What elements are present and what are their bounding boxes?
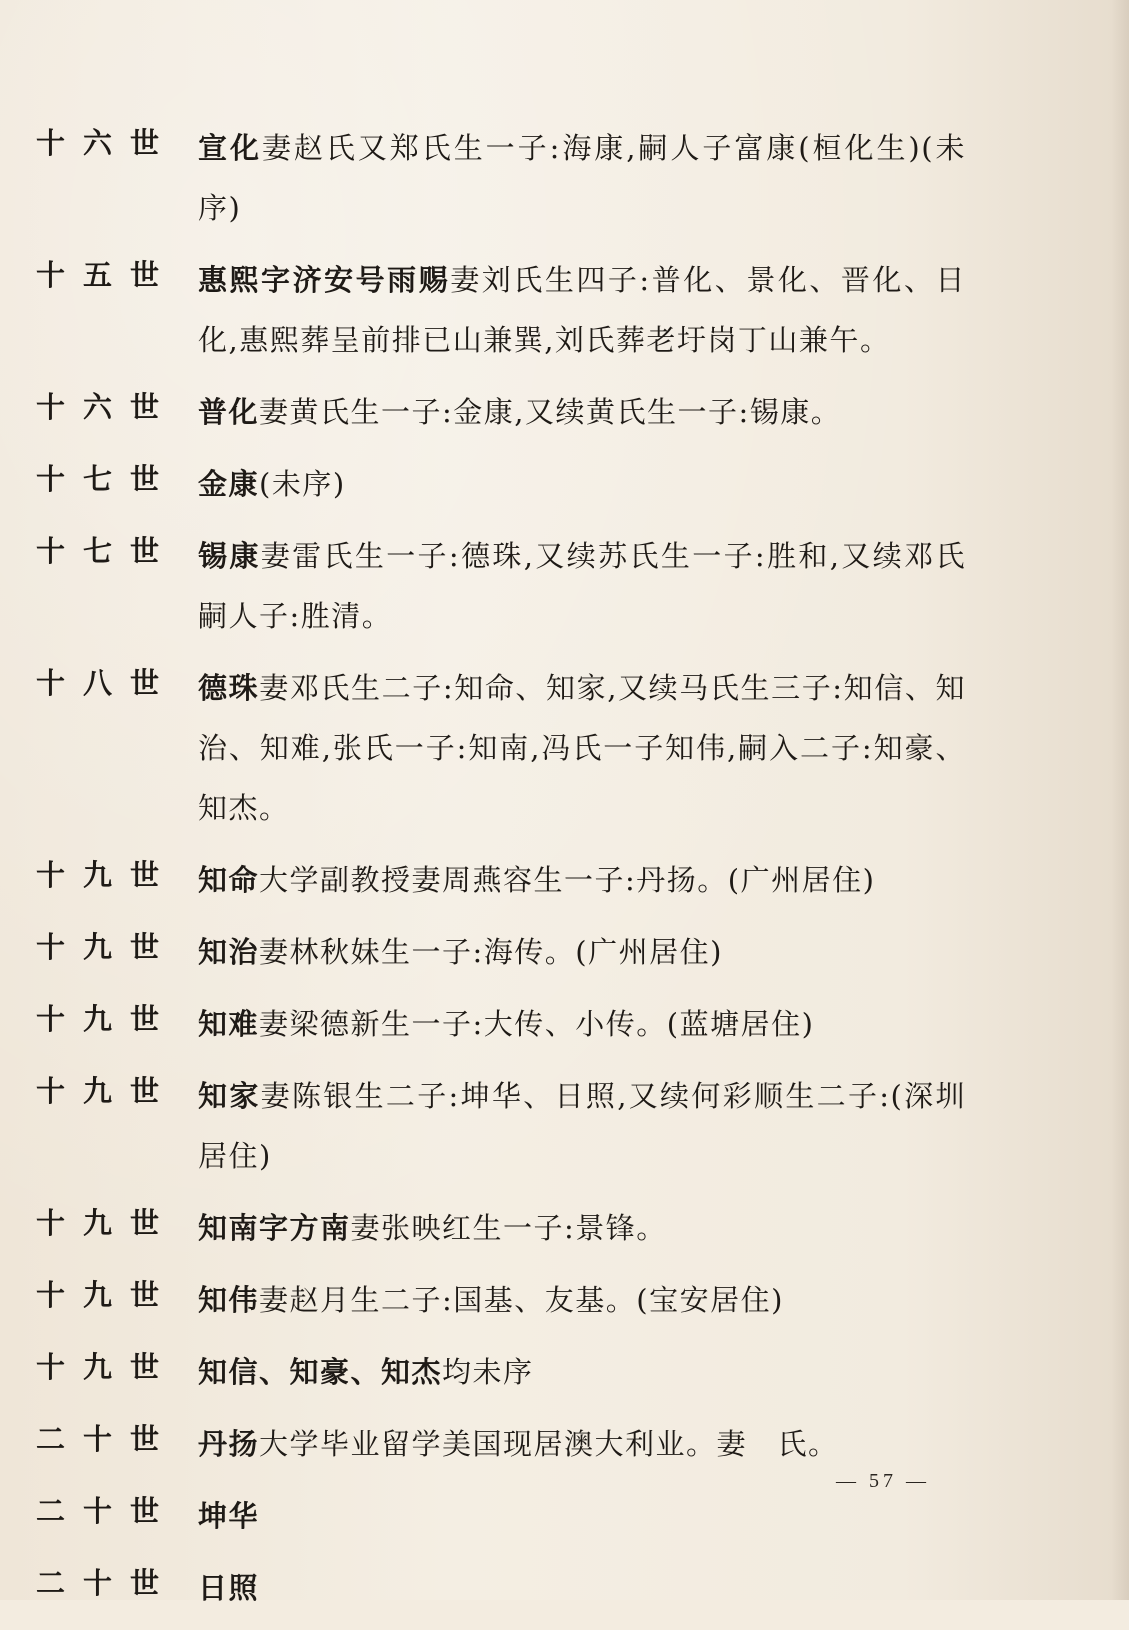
entry-body — [198, 1486, 966, 1546]
page-edge-shadow — [1111, 0, 1129, 1600]
generation-label: 十七世 — [36, 534, 178, 568]
entry-body — [198, 526, 966, 646]
generation-label: 十八世 — [36, 666, 178, 700]
entry-text: 大学副教授妻周燕容生一子:丹扬。(广州居住) — [259, 863, 876, 897]
generation-label: 十九世 — [36, 858, 178, 892]
entry-body — [198, 1558, 966, 1618]
page-number: — 57 — — [836, 1470, 930, 1492]
entry-body — [198, 1414, 966, 1474]
entry-body — [198, 454, 966, 514]
person-name: 知家 — [198, 1079, 261, 1113]
person-name: 知南字方南 — [198, 1211, 351, 1245]
person-name: 金康 — [198, 467, 260, 501]
entry-text: 妻邓氏生二子:知命、知家,又续马氏生三子:知信、知治、知难,张氏一子:知南,冯氏一子知伟,嗣入二子:知豪、知杰。 — [198, 671, 966, 825]
genealogy-entry — [36, 1414, 966, 1474]
genealogy-entry — [36, 118, 966, 238]
generation-label: 十五世 — [36, 258, 178, 292]
entry-body — [198, 1270, 966, 1330]
generation-label: 十九世 — [36, 1002, 178, 1036]
entry-body — [198, 1198, 966, 1258]
person-name: 知难 — [198, 1007, 260, 1041]
entry-text: 妻黄氏生一子:金康,又续黄氏生一子:锡康。 — [259, 395, 842, 429]
genealogy-entry — [36, 1486, 966, 1546]
entry-body — [198, 382, 966, 442]
entry-body — [198, 658, 966, 838]
person-name: 知伟 — [198, 1283, 260, 1317]
genealogy-entry — [36, 922, 966, 982]
genealogy-entry — [36, 1066, 966, 1186]
entry-body — [198, 1066, 966, 1186]
entry-text: 妻陈银生二子:坤华、日照,又续何彩顺生二子:(深圳居住) — [198, 1079, 966, 1173]
genealogy-entry — [36, 1558, 966, 1618]
genealogy-entry — [36, 250, 966, 370]
generation-label: 二十世 — [36, 1494, 178, 1528]
genealogy-entry — [36, 382, 966, 442]
person-name: 普化 — [198, 395, 260, 429]
genealogy-entry — [36, 658, 966, 838]
person-name: 德珠 — [198, 671, 260, 705]
entry-text: 妻刘氏生四子:普化、景化、晋化、日化,惠熙葬呈前排已山兼巽,刘氏葬老圩岗丁山兼午。 — [198, 263, 966, 357]
entry-text: 均未序 — [442, 1355, 534, 1389]
genealogy-entry-list — [36, 118, 966, 1630]
person-name: 知治 — [198, 935, 260, 969]
entry-text: 妻张映红生一子:景锋。 — [350, 1211, 667, 1245]
genealogy-entry — [36, 994, 966, 1054]
entry-body — [198, 250, 966, 370]
entry-text: 妻梁德新生一子:大传、小传。(蓝塘居住) — [259, 1007, 815, 1041]
entry-body — [198, 850, 966, 910]
genealogy-entry — [36, 454, 966, 514]
entry-body — [198, 994, 966, 1054]
person-name: 知命 — [198, 863, 260, 897]
person-name: 丹扬 — [198, 1427, 260, 1461]
entry-text: 妻赵氏又郑氏生一子:海康,嗣人子富康(桓化生)(未序) — [198, 131, 966, 225]
generation-label: 十六世 — [36, 390, 178, 424]
genealogy-entry — [36, 1198, 966, 1258]
generation-label: 二十世 — [36, 1566, 178, 1600]
generation-label: 十九世 — [36, 1074, 178, 1108]
generation-label: 十九世 — [36, 1278, 178, 1312]
genealogy-entry — [36, 1342, 966, 1402]
person-name: 锡康 — [198, 539, 261, 573]
generation-label: 十七世 — [36, 462, 178, 496]
generation-label: 二十世 — [36, 1422, 178, 1456]
entry-text: 妻雷氏生一子:德珠,又续苏氏生一子:胜和,又续邓氏嗣人子:胜清。 — [198, 539, 966, 633]
generation-label: 十九世 — [36, 1206, 178, 1240]
entry-text: 妻赵月生二子:国基、友基。(宝安居住) — [259, 1283, 784, 1317]
generation-label: 十九世 — [36, 930, 178, 964]
genealogy-entry — [36, 1270, 966, 1330]
genealogy-entry — [36, 850, 966, 910]
genealogy-entry — [36, 526, 966, 646]
entry-text: (未序) — [259, 467, 346, 501]
entry-text: 妻林秋妹生一子:海传。(广州居住) — [259, 935, 723, 969]
entry-body — [198, 922, 966, 982]
entry-body — [198, 1342, 966, 1402]
person-name: 坤华 — [198, 1499, 260, 1533]
entry-body — [198, 118, 966, 238]
person-name: 惠熙字济安号雨赐 — [198, 263, 451, 297]
generation-label: 十六世 — [36, 126, 178, 160]
generation-label: 十九世 — [36, 1350, 178, 1384]
person-name: 日照 — [198, 1571, 260, 1605]
person-name: 知信、知豪、知杰 — [198, 1355, 443, 1389]
person-name: 宣化 — [198, 131, 262, 165]
entry-text: 大学毕业留学美国现居澳大利业。妻 氏。 — [259, 1427, 839, 1461]
